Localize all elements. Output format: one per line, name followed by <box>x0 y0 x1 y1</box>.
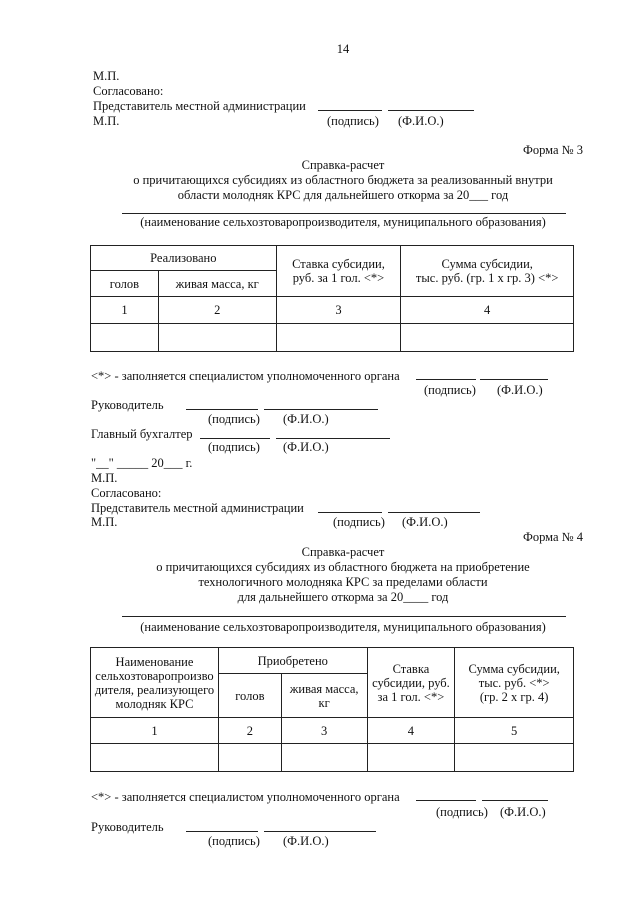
signature-line <box>416 800 476 801</box>
subsidy-table <box>90 245 574 352</box>
header-line: живая масса, <box>289 681 359 696</box>
agreed-label: Согласовано: <box>91 486 162 500</box>
footnote: <*> - заполняется специалистом уполномоченного органа <box>91 369 400 383</box>
header-rate <box>276 246 401 297</box>
header-realized: Реализовано <box>91 246 277 271</box>
name-caption: (Ф.И.О.) <box>283 834 329 848</box>
doc-subtitle: о причитающихся субсидиях из областного бюджета на приобретение <box>156 560 530 574</box>
agreed-label: Согласовано: <box>93 84 164 98</box>
signature-line <box>318 512 382 513</box>
representative-label: Представитель местной администрации <box>91 501 304 515</box>
column-number: 5 <box>455 718 574 744</box>
header-line: Наименование <box>115 654 194 669</box>
doc-subtitle: о причитающихся субсидиях из областного бюджета за реализованный внутри <box>133 173 553 187</box>
signature-line <box>318 110 382 111</box>
subsidy-table <box>90 647 574 772</box>
accountant-label: Главный бухгалтер <box>91 427 193 441</box>
name-caption: (Ф.И.О.) <box>500 805 546 819</box>
column-number: 4 <box>401 297 574 324</box>
header-sum <box>455 648 574 718</box>
signature-line <box>186 831 258 832</box>
producer-line <box>122 213 566 214</box>
signature-caption: (подпись) <box>424 383 476 397</box>
head-label: Руководитель <box>91 820 164 834</box>
name-line <box>264 409 378 410</box>
table-cell[interactable] <box>367 744 455 772</box>
table-cell[interactable] <box>276 324 401 352</box>
name-line <box>480 379 548 380</box>
table-cell[interactable] <box>91 744 219 772</box>
doc-subtitle: для дальнейшего откорма за 20____ год <box>237 590 449 604</box>
header-line: (гр. 2 х гр. 4) <box>479 689 549 704</box>
name-caption: (Ф.И.О.) <box>497 383 543 397</box>
page-number: 14 <box>336 42 350 56</box>
signature-line <box>186 409 258 410</box>
representative-label: Представитель местной администрации <box>93 99 306 113</box>
table-cell[interactable] <box>158 324 276 352</box>
header-rate-line: Ставка субсидии, <box>292 257 385 271</box>
signature-caption: (подпись) <box>333 515 385 529</box>
name-caption: (Ф.И.О.) <box>283 440 329 454</box>
producer-line <box>122 616 566 617</box>
signature-line <box>416 379 476 380</box>
column-number: 4 <box>367 718 455 744</box>
column-number: 1 <box>91 297 159 324</box>
column-number: 3 <box>276 297 401 324</box>
header-sum-line: Сумма субсидии, <box>441 257 533 271</box>
form-number: Форма № 3 <box>523 143 583 157</box>
stamp-place-label: М.П. <box>93 114 120 128</box>
header-heads: голов <box>91 271 159 297</box>
signature-caption: (подпись) <box>208 440 260 454</box>
signature-caption: (подпись) <box>327 114 379 128</box>
signature-caption: (подпись) <box>208 834 260 848</box>
header-line: кг <box>318 695 330 710</box>
column-number: 2 <box>218 718 281 744</box>
stamp-place-label: М.П. <box>91 515 118 529</box>
name-line <box>388 512 480 513</box>
name-caption: (Ф.И.О.) <box>398 114 444 128</box>
doc-subtitle: технологичного молодняка КРС за пределами области <box>198 575 488 589</box>
head-label: Руководитель <box>91 398 164 412</box>
table-cell[interactable] <box>455 744 574 772</box>
column-number: 1 <box>91 718 219 744</box>
footnote: <*> - заполняется специалистом уполномоченного органа <box>91 790 400 804</box>
header-line: субсидии, руб. <box>372 675 450 690</box>
header-line: тыс. руб. <*> <box>478 675 550 690</box>
producer-caption: (наименование сельхозтоваропроизводителя, муниципального образования) <box>140 620 546 634</box>
stamp-place-label: М.П. <box>93 69 120 83</box>
signature-caption: (подпись) <box>208 412 260 426</box>
name-caption: (Ф.И.О.) <box>402 515 448 529</box>
header-line: Сумма субсидии, <box>468 661 560 676</box>
stamp-place-label: М.П. <box>91 471 118 485</box>
header-rate-line: руб. за 1 гол. <*> <box>292 271 385 285</box>
header-line: за 1 гол. <*> <box>377 689 445 704</box>
doc-subtitle: области молодняк КРС для дальнейшего откорма за 20___ год <box>177 188 509 202</box>
producer-caption: (наименование сельхозтоваропроизводителя, муниципального образования) <box>140 215 546 229</box>
header-rate <box>367 648 455 718</box>
name-caption: (Ф.И.О.) <box>283 412 329 426</box>
table-cell[interactable] <box>281 744 367 772</box>
column-number: 3 <box>281 718 367 744</box>
header-line: дителя, реализующего <box>94 682 215 697</box>
signature-caption: (подпись) <box>436 805 488 819</box>
header-line: Ставка <box>392 661 430 676</box>
header-weight: живая масса, кг <box>158 271 276 297</box>
name-line <box>276 438 390 439</box>
signature-line <box>200 438 270 439</box>
name-line <box>264 831 376 832</box>
table-cell[interactable] <box>401 324 574 352</box>
header-sum-line: тыс. руб. (гр. 1 х гр. 3) <*> <box>415 271 559 285</box>
table-cell[interactable] <box>91 324 159 352</box>
name-line <box>482 800 548 801</box>
form-number: Форма № 4 <box>523 530 583 544</box>
name-line <box>388 110 474 111</box>
header-line: сельхозтоваропроизво <box>95 668 214 683</box>
header-producer-name <box>91 648 219 718</box>
header-sum <box>401 246 574 297</box>
header-acquired: Приобретено <box>218 648 367 674</box>
header-line: молодняк КРС <box>115 696 194 711</box>
date-line: "__" _____ 20___ г. <box>91 456 193 470</box>
table-cell[interactable] <box>218 744 281 772</box>
header-weight <box>281 674 367 718</box>
doc-title: Справка-расчет <box>301 545 385 559</box>
column-number: 2 <box>158 297 276 324</box>
header-heads: голов <box>218 674 281 718</box>
doc-title: Справка-расчет <box>301 158 385 172</box>
